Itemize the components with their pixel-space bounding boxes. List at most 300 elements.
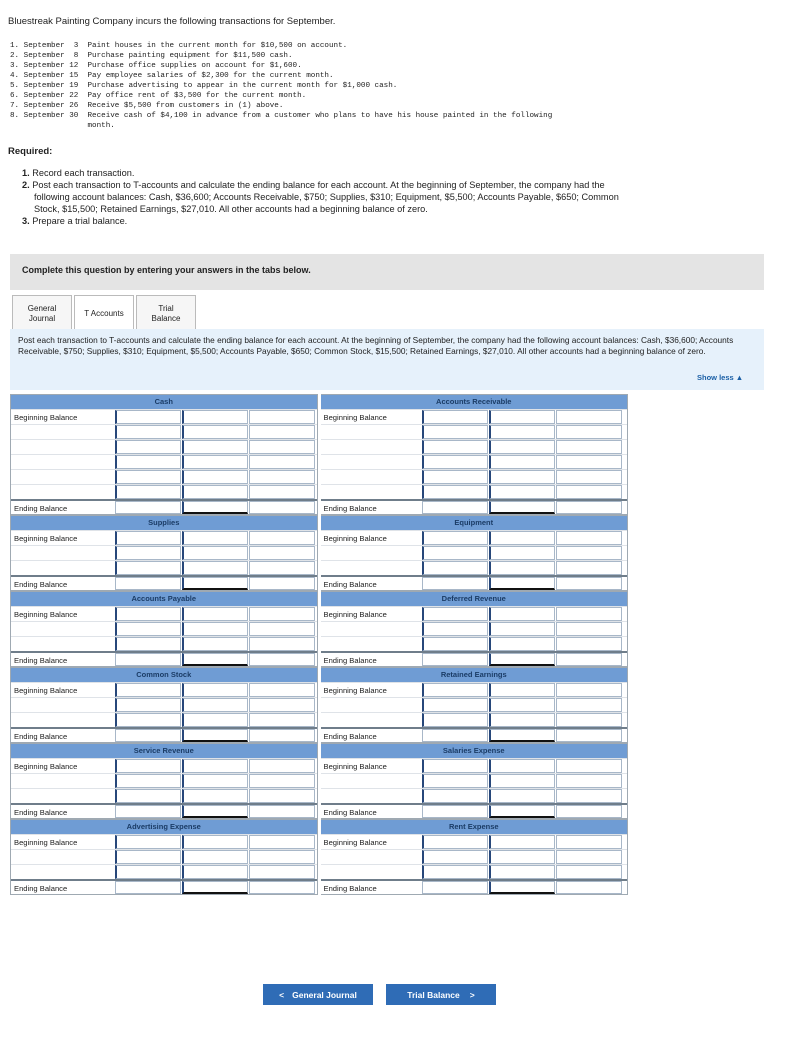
amount-input[interactable] bbox=[556, 865, 622, 879]
row-label: Beginning Balance bbox=[323, 838, 387, 847]
amount-input[interactable] bbox=[556, 881, 622, 894]
t-account-title bbox=[321, 516, 627, 530]
amount-input[interactable] bbox=[422, 561, 488, 575]
row-label bbox=[11, 546, 114, 560]
transaction-item: 2. September 8 Purchase painting equipment for $11,500 cash. bbox=[10, 52, 293, 60]
amount-input[interactable] bbox=[115, 531, 181, 545]
entry-row bbox=[321, 469, 627, 484]
amount-input[interactable] bbox=[556, 759, 622, 773]
row-label bbox=[321, 546, 421, 560]
beginning-balance-row bbox=[321, 530, 627, 545]
amount-input[interactable] bbox=[556, 577, 622, 590]
amount-input[interactable] bbox=[249, 440, 315, 454]
amount-input[interactable] bbox=[182, 881, 248, 894]
t-account-accounts-receivable bbox=[321, 394, 628, 515]
ending-balance-row bbox=[321, 879, 627, 894]
amount-input[interactable] bbox=[489, 425, 555, 439]
amount-input[interactable] bbox=[422, 622, 488, 636]
amount-input[interactable] bbox=[556, 485, 622, 499]
required-item-number: 1. bbox=[22, 168, 30, 178]
t-account-cash bbox=[10, 394, 318, 515]
amount-input[interactable] bbox=[249, 470, 315, 484]
t-account-title-text: Supplies bbox=[148, 518, 180, 527]
row-label: Ending Balance bbox=[14, 656, 68, 665]
amount-input[interactable] bbox=[556, 622, 622, 636]
ending-balance-row bbox=[11, 727, 317, 742]
t-account-title bbox=[321, 395, 627, 409]
show-less-link[interactable] bbox=[697, 373, 743, 382]
transaction-item: 6. September 22 Pay office rent of $3,500 for the current month. bbox=[10, 92, 307, 100]
entry-row bbox=[321, 636, 627, 651]
amount-input[interactable] bbox=[422, 410, 488, 424]
prev-button-label: General Journal bbox=[292, 989, 357, 1000]
amount-input[interactable] bbox=[556, 683, 622, 697]
beginning-balance-row bbox=[321, 834, 627, 849]
amount-input[interactable] bbox=[556, 774, 622, 788]
entry-row bbox=[11, 697, 317, 712]
amount-input[interactable] bbox=[182, 470, 248, 484]
amount-input[interactable] bbox=[422, 440, 488, 454]
amount-input[interactable] bbox=[182, 561, 248, 575]
amount-input[interactable] bbox=[182, 410, 248, 424]
amount-input[interactable] bbox=[182, 440, 248, 454]
amount-input[interactable] bbox=[249, 683, 315, 697]
entry-row bbox=[321, 621, 627, 636]
amount-input[interactable] bbox=[182, 729, 248, 742]
t-account-common-stock bbox=[10, 667, 318, 743]
amount-input[interactable] bbox=[422, 850, 488, 864]
t-account-title-text: Salaries Expense bbox=[442, 746, 505, 755]
amount-input[interactable] bbox=[182, 531, 248, 545]
row-label bbox=[321, 485, 421, 499]
amount-input[interactable] bbox=[249, 713, 315, 727]
amount-input[interactable] bbox=[422, 865, 488, 879]
tab-trial-balance[interactable]: Trial Balance bbox=[136, 295, 196, 331]
amount-input[interactable] bbox=[249, 410, 315, 424]
row-label: Beginning Balance bbox=[14, 534, 78, 543]
amount-input[interactable] bbox=[115, 561, 181, 575]
entry-row bbox=[321, 864, 627, 879]
entry-row bbox=[11, 864, 317, 879]
amount-input[interactable] bbox=[556, 440, 622, 454]
amount-input[interactable] bbox=[489, 470, 555, 484]
chevron-right-icon: > bbox=[469, 989, 475, 1000]
entry-row bbox=[11, 545, 317, 560]
amount-input[interactable] bbox=[115, 637, 181, 651]
amount-input[interactable] bbox=[249, 881, 315, 894]
row-label: Beginning Balance bbox=[14, 610, 78, 619]
t-accounts-grid bbox=[10, 394, 628, 895]
amount-input[interactable] bbox=[249, 577, 315, 590]
row-label bbox=[11, 622, 114, 636]
row-label: Ending Balance bbox=[14, 808, 68, 817]
amount-input[interactable] bbox=[182, 501, 248, 514]
amount-input[interactable] bbox=[422, 637, 488, 651]
row-label bbox=[11, 440, 114, 454]
row-label: Beginning Balance bbox=[323, 610, 387, 619]
amount-input[interactable] bbox=[249, 425, 315, 439]
t-account-title-text: Cash bbox=[154, 397, 173, 406]
beginning-balance-row bbox=[11, 834, 317, 849]
row-label bbox=[11, 789, 114, 803]
amount-input[interactable] bbox=[249, 561, 315, 575]
beginning-balance-row bbox=[321, 409, 627, 424]
amount-input[interactable] bbox=[115, 425, 181, 439]
instruction-text: Post each transaction to T-accounts and calculate the ending balance for each account. At the beginning of September, the company had the following account balances: Cash, $36,600; Accounts Receivable, $750; Supplies, $310; Equipment, $5,500; Accounts Payable, $650; Common Stock, $15,500; Retained Earnings, $27,010. All other accounts had a beginning balance of zero. bbox=[10, 329, 764, 390]
t-account-title-text: Equipment bbox=[454, 518, 494, 527]
amount-input[interactable] bbox=[556, 455, 622, 469]
row-label: Ending Balance bbox=[14, 504, 68, 513]
amount-input[interactable] bbox=[489, 713, 555, 727]
transaction-item: 4. September 15 Pay employee salaries of $2,300 for the current month. bbox=[10, 72, 334, 80]
amount-input[interactable] bbox=[556, 546, 622, 560]
amount-input[interactable] bbox=[249, 835, 315, 849]
required-item-text: Record each transaction. bbox=[32, 168, 135, 178]
tab-t-accounts[interactable]: T Accounts bbox=[74, 295, 134, 332]
transaction-item: 3. September 12 Purchase office supplies on account for $1,600. bbox=[10, 62, 302, 70]
amount-input[interactable] bbox=[489, 622, 555, 636]
row-label: Beginning Balance bbox=[14, 838, 78, 847]
amount-input[interactable] bbox=[182, 713, 248, 727]
amount-input[interactable] bbox=[115, 653, 181, 666]
amount-input[interactable] bbox=[182, 455, 248, 469]
row-label bbox=[321, 850, 421, 864]
amount-input[interactable] bbox=[422, 546, 488, 560]
amount-input[interactable] bbox=[182, 577, 248, 590]
amount-input[interactable] bbox=[422, 501, 488, 514]
tab-bar bbox=[12, 295, 198, 331]
t-account-title-text: Accounts Receivable bbox=[436, 397, 512, 406]
amount-input[interactable] bbox=[489, 774, 555, 788]
next-trial-balance-button[interactable] bbox=[386, 984, 496, 1005]
t-account-accounts-payable bbox=[10, 591, 318, 667]
amount-input[interactable] bbox=[249, 774, 315, 788]
amount-input[interactable] bbox=[115, 546, 181, 560]
amount-input[interactable] bbox=[182, 607, 248, 621]
amount-input[interactable] bbox=[182, 653, 248, 666]
amount-input[interactable] bbox=[249, 789, 315, 803]
t-account-pair bbox=[10, 394, 628, 515]
t-account-title bbox=[321, 820, 627, 834]
amount-input[interactable] bbox=[249, 485, 315, 499]
amount-input[interactable] bbox=[249, 850, 315, 864]
amount-input[interactable] bbox=[249, 531, 315, 545]
amount-input[interactable] bbox=[556, 698, 622, 712]
amount-input[interactable] bbox=[115, 501, 181, 514]
t-account-supplies bbox=[10, 515, 318, 591]
amount-input[interactable] bbox=[489, 485, 555, 499]
amount-input[interactable] bbox=[182, 622, 248, 636]
row-label: Ending Balance bbox=[14, 580, 68, 589]
amount-input[interactable] bbox=[556, 805, 622, 818]
amount-input[interactable] bbox=[556, 653, 622, 666]
beginning-balance-row bbox=[321, 758, 627, 773]
amount-input[interactable] bbox=[249, 622, 315, 636]
amount-input[interactable] bbox=[249, 501, 315, 514]
entry-row bbox=[11, 849, 317, 864]
amount-input[interactable] bbox=[249, 729, 315, 742]
amount-input[interactable] bbox=[489, 637, 555, 651]
transaction-list bbox=[10, 41, 552, 131]
t-account-pair bbox=[10, 819, 628, 895]
row-label: Ending Balance bbox=[323, 580, 377, 589]
entry-row bbox=[321, 560, 627, 575]
amount-input[interactable] bbox=[556, 850, 622, 864]
amount-input[interactable] bbox=[489, 501, 555, 514]
transaction-item: 5. September 19 Purchase advertising to appear in the current month for $1,000 cash. bbox=[10, 82, 398, 90]
row-label: Ending Balance bbox=[14, 884, 68, 893]
t-account-salaries-expense bbox=[321, 743, 628, 819]
amount-input[interactable] bbox=[489, 683, 555, 697]
amount-input[interactable] bbox=[182, 683, 248, 697]
tab-general-journal[interactable]: General Journal bbox=[12, 295, 72, 331]
amount-input[interactable] bbox=[115, 865, 181, 879]
row-label bbox=[321, 789, 421, 803]
required-item bbox=[22, 215, 632, 227]
amount-input[interactable] bbox=[489, 531, 555, 545]
amount-input[interactable] bbox=[249, 637, 315, 651]
amount-input[interactable] bbox=[489, 653, 555, 666]
required-item-number: 3. bbox=[22, 216, 30, 226]
entry-row bbox=[11, 469, 317, 484]
row-label bbox=[321, 440, 421, 454]
t-account-title bbox=[321, 744, 627, 758]
amount-input[interactable] bbox=[249, 653, 315, 666]
amount-input[interactable] bbox=[249, 698, 315, 712]
amount-input[interactable] bbox=[556, 561, 622, 575]
amount-input[interactable] bbox=[489, 607, 555, 621]
t-account-title bbox=[11, 668, 317, 682]
amount-input[interactable] bbox=[115, 622, 181, 636]
amount-input[interactable] bbox=[489, 759, 555, 773]
amount-input[interactable] bbox=[115, 698, 181, 712]
amount-input[interactable] bbox=[556, 789, 622, 803]
amount-input[interactable] bbox=[556, 637, 622, 651]
amount-input[interactable] bbox=[182, 789, 248, 803]
amount-input[interactable] bbox=[115, 577, 181, 590]
row-label: Beginning Balance bbox=[323, 686, 387, 695]
amount-input[interactable] bbox=[249, 805, 315, 818]
t-account-advertising-expense bbox=[10, 819, 318, 895]
row-label bbox=[321, 637, 421, 651]
row-label bbox=[321, 774, 421, 788]
amount-input[interactable] bbox=[422, 789, 488, 803]
entry-row bbox=[321, 788, 627, 803]
amount-input[interactable] bbox=[489, 789, 555, 803]
amount-input[interactable] bbox=[115, 774, 181, 788]
entry-row bbox=[321, 484, 627, 499]
t-account-title-text: Deferred Revenue bbox=[441, 594, 506, 603]
amount-input[interactable] bbox=[422, 835, 488, 849]
required-list bbox=[22, 167, 632, 227]
row-label bbox=[321, 470, 421, 484]
amount-input[interactable] bbox=[249, 865, 315, 879]
amount-input[interactable] bbox=[115, 485, 181, 499]
amount-input[interactable] bbox=[182, 774, 248, 788]
t-account-title bbox=[11, 516, 317, 530]
row-label bbox=[11, 713, 114, 727]
row-label: Ending Balance bbox=[323, 732, 377, 741]
amount-input[interactable] bbox=[115, 759, 181, 773]
amount-input[interactable] bbox=[556, 425, 622, 439]
amount-input[interactable] bbox=[422, 485, 488, 499]
beginning-balance-row bbox=[321, 682, 627, 697]
amount-input[interactable] bbox=[489, 410, 555, 424]
row-label bbox=[321, 622, 421, 636]
amount-input[interactable] bbox=[182, 425, 248, 439]
t-account-title bbox=[11, 395, 317, 409]
amount-input[interactable] bbox=[556, 410, 622, 424]
amount-input[interactable] bbox=[489, 805, 555, 818]
t-account-title bbox=[321, 668, 627, 682]
amount-input[interactable] bbox=[489, 729, 555, 742]
amount-input[interactable] bbox=[115, 729, 181, 742]
amount-input[interactable] bbox=[556, 713, 622, 727]
row-label bbox=[11, 698, 114, 712]
amount-input[interactable] bbox=[182, 850, 248, 864]
ending-balance-row bbox=[11, 575, 317, 590]
amount-input[interactable] bbox=[249, 607, 315, 621]
amount-input[interactable] bbox=[422, 470, 488, 484]
beginning-balance-row bbox=[11, 530, 317, 545]
row-label: Beginning Balance bbox=[14, 413, 78, 422]
entry-row bbox=[11, 773, 317, 788]
row-label: Ending Balance bbox=[323, 884, 377, 893]
transaction-item: month. bbox=[10, 122, 115, 130]
amount-input[interactable] bbox=[422, 881, 488, 894]
ending-balance-row bbox=[321, 499, 627, 514]
required-heading: Required: bbox=[8, 146, 53, 157]
amount-input[interactable] bbox=[115, 470, 181, 484]
amount-input[interactable] bbox=[249, 546, 315, 560]
amount-input[interactable] bbox=[422, 653, 488, 666]
amount-input[interactable] bbox=[422, 805, 488, 818]
t-account-pair bbox=[10, 667, 628, 743]
amount-input[interactable] bbox=[115, 455, 181, 469]
t-account-title bbox=[11, 592, 317, 606]
row-label bbox=[321, 698, 421, 712]
amount-input[interactable] bbox=[556, 607, 622, 621]
amount-input[interactable] bbox=[115, 607, 181, 621]
amount-input[interactable] bbox=[182, 805, 248, 818]
amount-input[interactable] bbox=[115, 410, 181, 424]
amount-input[interactable] bbox=[489, 577, 555, 590]
amount-input[interactable] bbox=[115, 881, 181, 894]
amount-input[interactable] bbox=[182, 759, 248, 773]
amount-input[interactable] bbox=[182, 835, 248, 849]
amount-input[interactable] bbox=[556, 501, 622, 514]
row-label: Ending Balance bbox=[14, 732, 68, 741]
amount-input[interactable] bbox=[489, 881, 555, 894]
beginning-balance-row bbox=[11, 409, 317, 424]
t-account-title-text: Advertising Expense bbox=[126, 822, 201, 831]
t-account-title-text: Retained Earnings bbox=[440, 670, 507, 679]
amount-input[interactable] bbox=[115, 440, 181, 454]
row-label bbox=[321, 713, 421, 727]
amount-input[interactable] bbox=[115, 683, 181, 697]
entry-row bbox=[11, 454, 317, 469]
row-label bbox=[11, 774, 114, 788]
amount-input[interactable] bbox=[489, 546, 555, 560]
entry-row bbox=[11, 621, 317, 636]
amount-input[interactable] bbox=[422, 774, 488, 788]
amount-input[interactable] bbox=[556, 729, 622, 742]
amount-input[interactable] bbox=[422, 729, 488, 742]
amount-input[interactable] bbox=[489, 455, 555, 469]
amount-input[interactable] bbox=[182, 546, 248, 560]
amount-input[interactable] bbox=[115, 835, 181, 849]
amount-input[interactable] bbox=[422, 759, 488, 773]
amount-input[interactable] bbox=[115, 713, 181, 727]
row-label: Beginning Balance bbox=[14, 762, 78, 771]
amount-input[interactable] bbox=[422, 577, 488, 590]
row-label bbox=[321, 425, 421, 439]
prev-general-journal-button[interactable] bbox=[263, 984, 373, 1005]
amount-input[interactable] bbox=[489, 850, 555, 864]
amount-input[interactable] bbox=[489, 440, 555, 454]
amount-input[interactable] bbox=[489, 561, 555, 575]
amount-input[interactable] bbox=[249, 455, 315, 469]
ending-balance-row bbox=[11, 803, 317, 818]
entry-row bbox=[11, 636, 317, 651]
amount-input[interactable] bbox=[115, 850, 181, 864]
amount-input[interactable] bbox=[182, 865, 248, 879]
t-account-title bbox=[321, 592, 627, 606]
row-label: Beginning Balance bbox=[323, 762, 387, 771]
transaction-item: 1. September 3 Paint houses in the current month for $10,500 on account. bbox=[10, 42, 348, 50]
amount-input[interactable] bbox=[422, 425, 488, 439]
amount-input[interactable] bbox=[422, 607, 488, 621]
beginning-balance-row bbox=[11, 758, 317, 773]
amount-input[interactable] bbox=[556, 470, 622, 484]
row-label bbox=[11, 561, 114, 575]
amount-input[interactable] bbox=[556, 531, 622, 545]
amount-input[interactable] bbox=[249, 759, 315, 773]
amount-input[interactable] bbox=[182, 698, 248, 712]
amount-input[interactable] bbox=[422, 698, 488, 712]
row-label bbox=[321, 865, 421, 879]
triangle-up-icon: ▲ bbox=[735, 373, 744, 382]
amount-input[interactable] bbox=[182, 637, 248, 651]
ending-balance-row bbox=[321, 727, 627, 742]
ending-balance-row bbox=[11, 879, 317, 894]
t-account-pair bbox=[10, 515, 628, 591]
required-item-text: Post each transaction to T-accounts and calculate the ending balance for each account. At the beginning of September, the company had the following account balances: Cash, $36,600; Accounts Receivable, $750; Supplies, $310; Equipment, $5,500; Accounts Payable, $650; Common Stock, $15,500; Retained Earnings, $27,010. All other accounts had a beginning balance of zero. bbox=[32, 180, 619, 214]
row-label bbox=[11, 865, 114, 879]
amount-input[interactable] bbox=[556, 835, 622, 849]
amount-input[interactable] bbox=[115, 805, 181, 818]
amount-input[interactable] bbox=[422, 531, 488, 545]
row-label bbox=[11, 455, 114, 469]
row-label bbox=[321, 455, 421, 469]
row-label: Ending Balance bbox=[323, 808, 377, 817]
amount-input[interactable] bbox=[489, 835, 555, 849]
amount-input[interactable] bbox=[115, 789, 181, 803]
t-account-rent-expense bbox=[321, 819, 628, 895]
amount-input[interactable] bbox=[422, 713, 488, 727]
t-account-title-text: Service Revenue bbox=[133, 746, 194, 755]
amount-input[interactable] bbox=[489, 865, 555, 879]
amount-input[interactable] bbox=[422, 683, 488, 697]
t-account-deferred-revenue bbox=[321, 591, 628, 667]
row-label bbox=[11, 425, 114, 439]
amount-input[interactable] bbox=[489, 698, 555, 712]
amount-input[interactable] bbox=[182, 485, 248, 499]
t-account-equipment bbox=[321, 515, 628, 591]
amount-input[interactable] bbox=[422, 455, 488, 469]
entry-row bbox=[11, 439, 317, 454]
required-item bbox=[22, 167, 632, 179]
